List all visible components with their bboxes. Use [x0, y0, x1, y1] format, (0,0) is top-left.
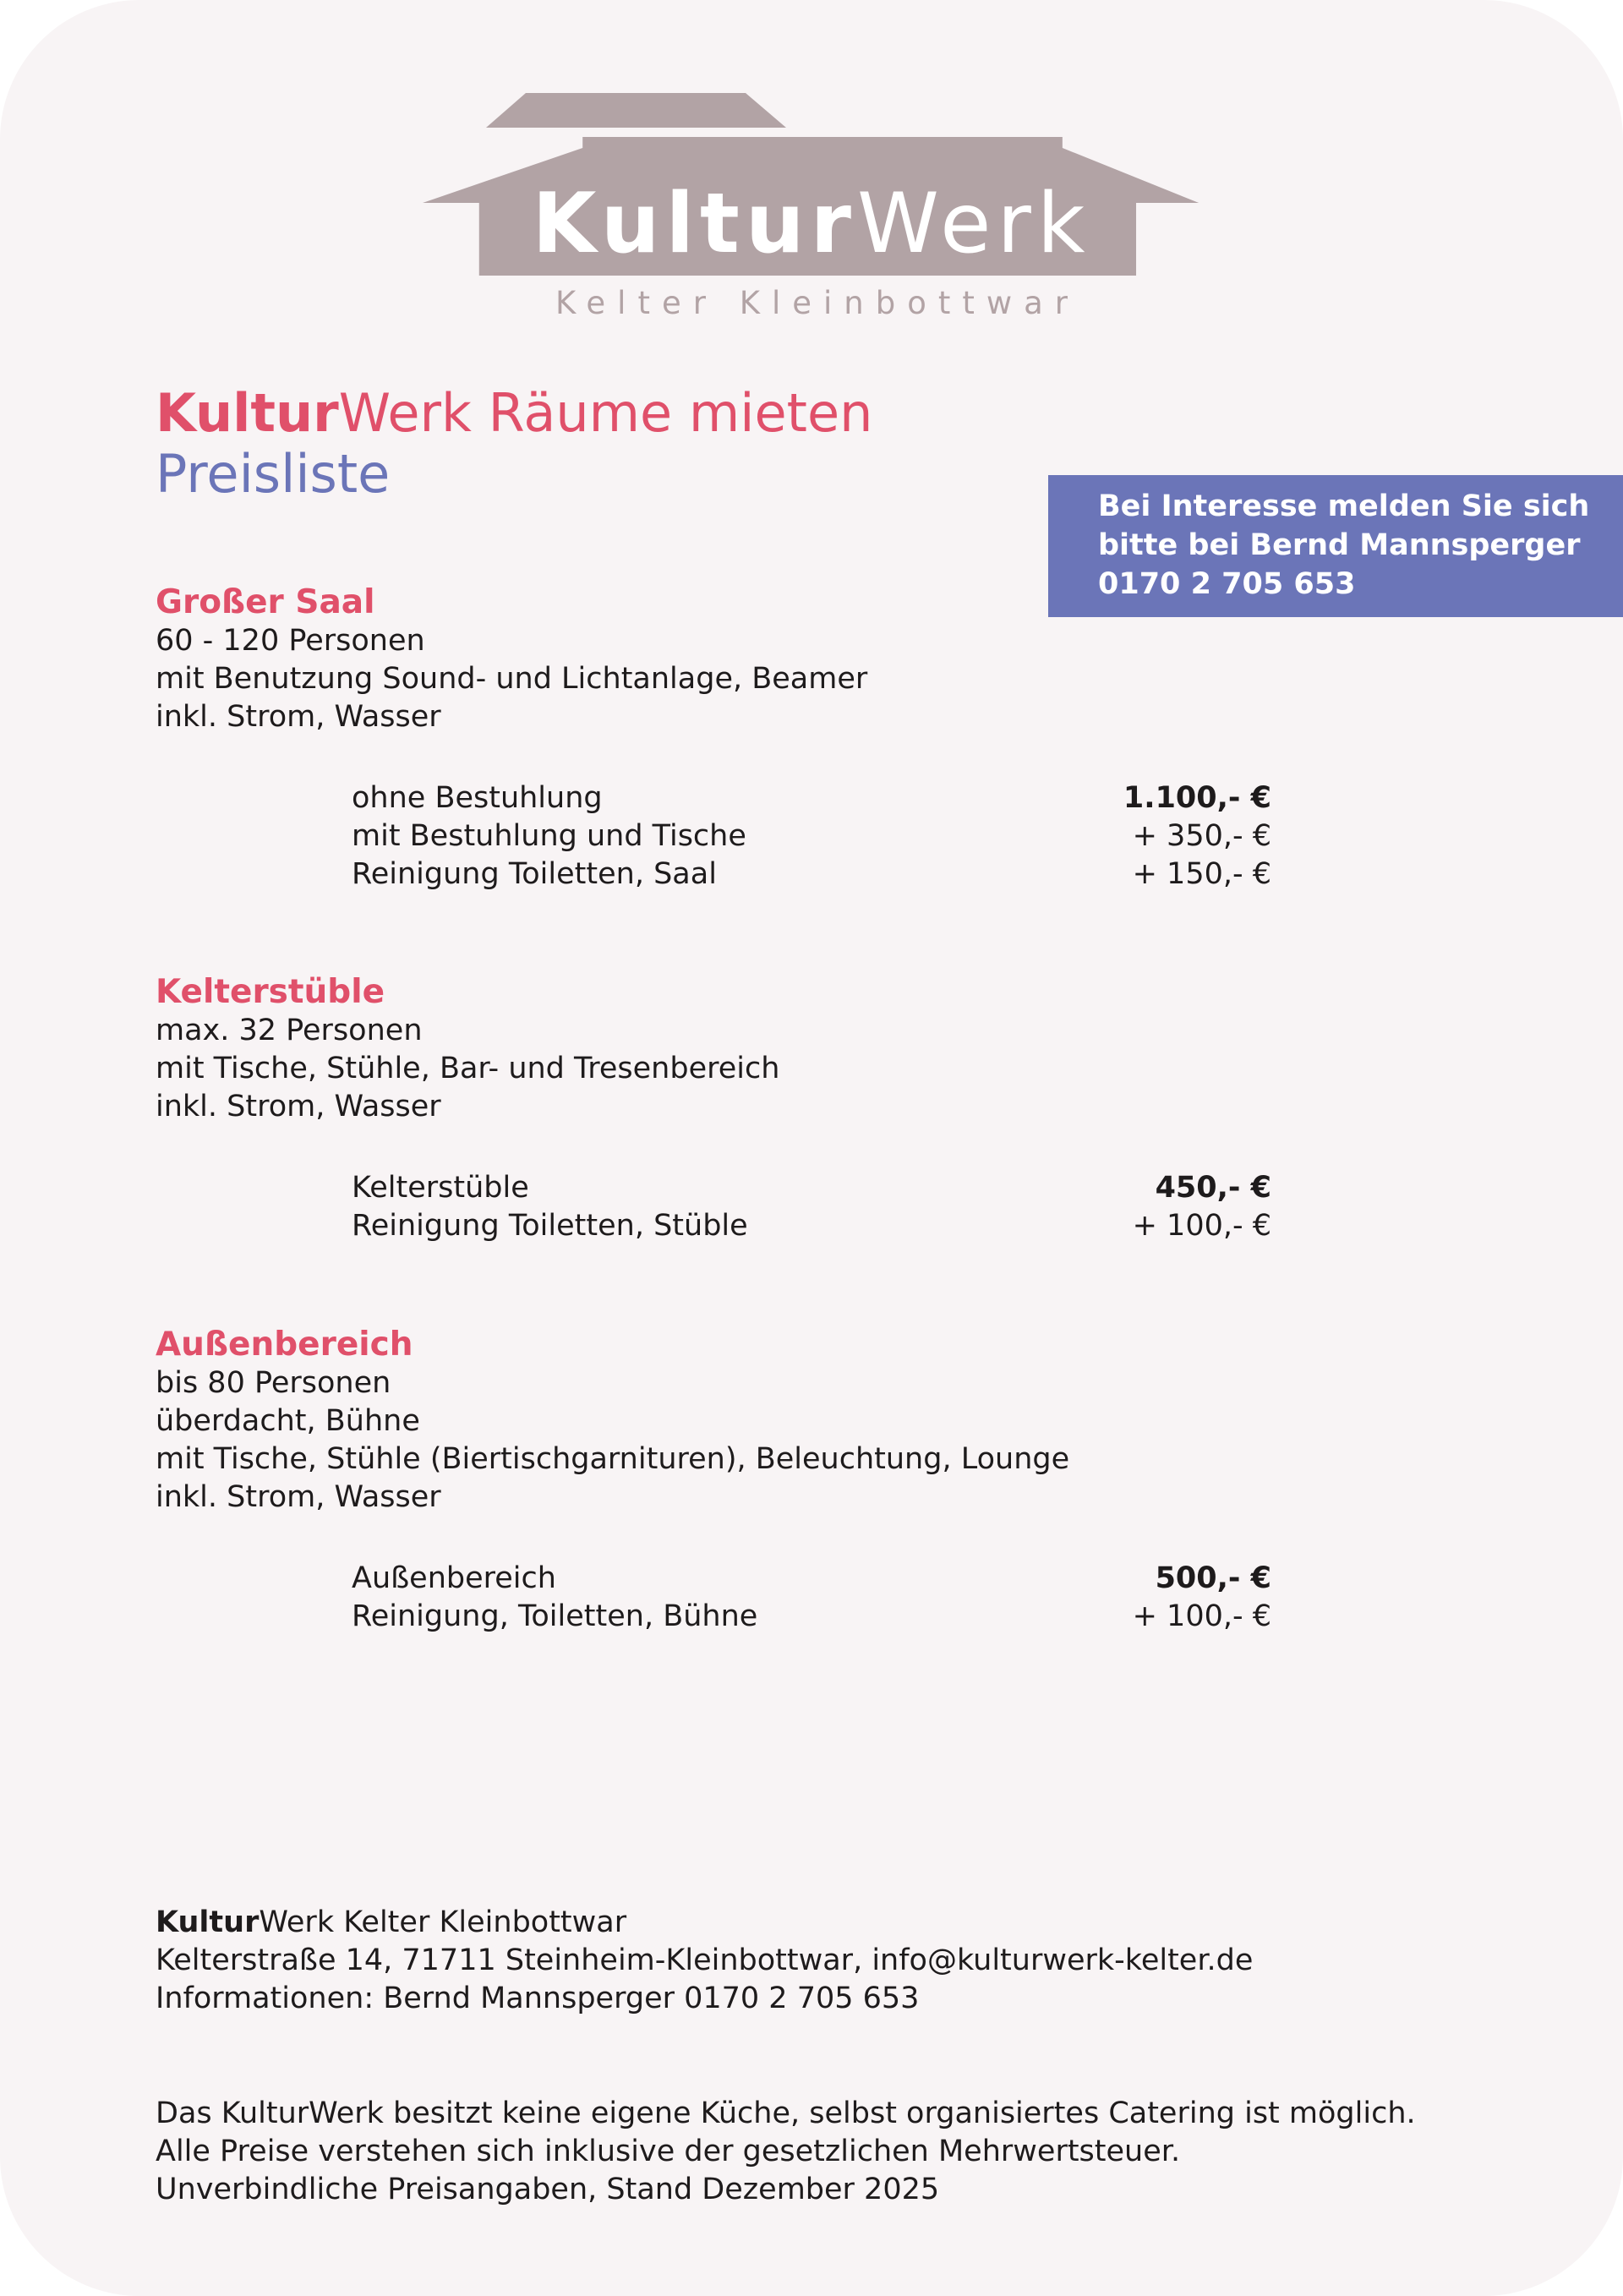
price-value: + 100,- €: [1132, 1599, 1271, 1633]
logo-wordmark: [423, 176, 1200, 272]
title-bold: Kultur: [156, 382, 339, 444]
contact-phone: 0170 2 705 653: [1098, 567, 1356, 601]
section-detail: bis 80 Personen: [156, 1366, 391, 1400]
price-label: Reinigung, Toiletten, Bühne: [352, 1599, 758, 1633]
footer-note: Unverbindliche Preisangaben, Stand Dezember 2025: [156, 2173, 940, 2206]
contact-line: bitte bei Bernd Mannsperger: [1098, 528, 1581, 562]
section-detail: mit Tische, Stühle (Biertischgarnituren), Beleuchtung, Lounge: [156, 1442, 1070, 1476]
footer-org-rest: Werk Kelter Kleinbottwar: [259, 1905, 627, 1939]
price-value: + 350,- €: [1132, 819, 1271, 853]
footer-address: Kelterstraße 14, 71711 Steinheim-Kleinbottwar, info@kulturwerk-kelter.de: [156, 1943, 1254, 1977]
section-aussenbereich: [156, 1326, 1069, 1517]
price-value: 500,- €: [1155, 1561, 1271, 1595]
price-row: [352, 779, 1271, 817]
price-label: mit Bestuhlung und Tische: [352, 819, 746, 853]
section-kelterstueble: [156, 973, 779, 1126]
section-detail: mit Benutzung Sound- und Lichtanlage, Beamer: [156, 662, 868, 696]
footer-note: Das KulturWerk besitzt keine eigene Küche, selbst organisiertes Catering ist möglich.: [156, 2096, 1416, 2130]
title-rest: Werk Räume mieten: [338, 382, 873, 444]
price-table-grosser-saal: [352, 779, 1271, 894]
kulturwerk-logo: [423, 91, 1200, 328]
price-row: [352, 1560, 1271, 1598]
price-row: [352, 1169, 1271, 1207]
section-detail: inkl. Strom, Wasser: [156, 700, 441, 734]
section-detail: überdacht, Bühne: [156, 1404, 420, 1438]
price-table-aussenbereich: [352, 1560, 1271, 1636]
section-title: Großer Saal: [156, 583, 375, 621]
section-title: Kelterstüble: [156, 973, 385, 1011]
price-label: ohne Bestuhlung: [352, 781, 603, 815]
footer-org-bold: Kultur: [156, 1905, 260, 1939]
price-row: [352, 1598, 1271, 1636]
footer-notes: [156, 2095, 1416, 2209]
price-row: [352, 817, 1271, 856]
price-value: 450,- €: [1155, 1171, 1271, 1205]
section-grosser-saal: [156, 583, 867, 736]
section-detail: mit Tische, Stühle, Bar- und Tresenbereich: [156, 1052, 780, 1085]
footer-org: [156, 1904, 1253, 1942]
section-detail: max. 32 Personen: [156, 1014, 423, 1047]
price-label: Reinigung Toiletten, Saal: [352, 857, 717, 891]
price-table-kelterstueble: [352, 1169, 1271, 1245]
price-value: + 150,- €: [1132, 857, 1271, 891]
price-value: + 100,- €: [1132, 1209, 1271, 1243]
price-value: 1.100,- €: [1123, 781, 1271, 815]
page-title: [156, 382, 873, 444]
section-detail: inkl. Strom, Wasser: [156, 1090, 441, 1123]
price-label: Kelterstüble: [352, 1171, 529, 1205]
logo-word-bold: Kultur: [532, 176, 858, 272]
page-subtitle: Preisliste: [156, 443, 391, 505]
price-label: Reinigung Toiletten, Stüble: [352, 1209, 748, 1243]
logo-subtitle: Kelter Kleinbottwar: [555, 285, 1080, 321]
logo-word-light: Werk: [857, 176, 1091, 272]
price-row: [352, 856, 1271, 894]
section-detail: 60 - 120 Personen: [156, 624, 425, 658]
footer-contact: [156, 1904, 1253, 2018]
footer-note: Alle Preise verstehen sich inklusive der gesetzlichen Mehrwertsteuer.: [156, 2135, 1181, 2168]
footer-info: Informationen: Bernd Mannsperger 0170 2 705 653: [156, 1982, 920, 2015]
price-label: Außenbereich: [352, 1561, 556, 1595]
price-row: [352, 1207, 1271, 1245]
section-title: Außenbereich: [156, 1326, 413, 1364]
contact-box: [1048, 475, 1623, 617]
contact-line: Bei Interesse melden Sie sich: [1098, 489, 1590, 523]
section-detail: inkl. Strom, Wasser: [156, 1480, 441, 1514]
